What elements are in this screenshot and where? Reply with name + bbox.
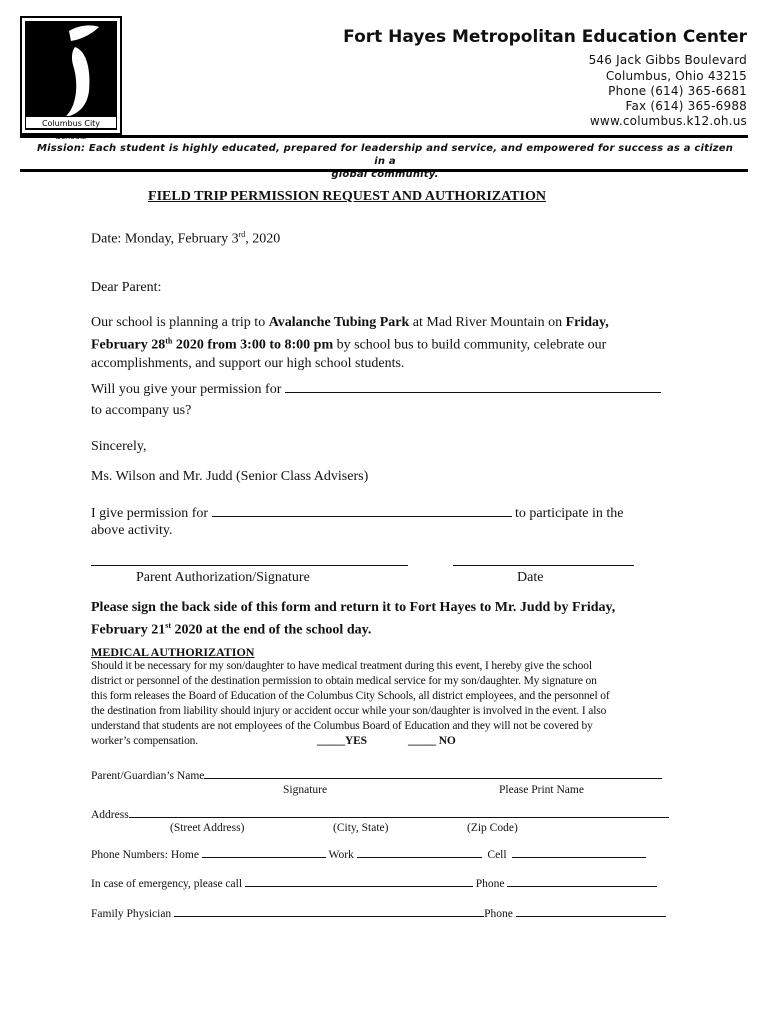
student-name-field[interactable] — [285, 380, 661, 393]
header-divider-bottom — [20, 169, 748, 172]
zip-label: (Zip Code) — [467, 822, 518, 834]
home-phone-field[interactable] — [202, 845, 326, 858]
address-row: Address — [91, 805, 669, 823]
medical-heading: MEDICAL AUTHORIZATION — [91, 645, 255, 659]
letter-date: Date: Monday, February 3rd, 2020 — [91, 230, 281, 247]
return-instructions: Please sign the back side of this form and return it to Fort Hayes to Mr. Judd by Friday, February 21st 2020 at the end of the school day. — [91, 600, 616, 638]
permission-statement-end: above activity. — [91, 523, 173, 538]
address-line-fax: Fax (614) 365-6988 — [625, 99, 747, 113]
phone-numbers-row: Phone Numbers: Home Work Cell — [91, 845, 646, 863]
address-field[interactable] — [129, 805, 669, 818]
city-state-label: (City, State) — [333, 822, 389, 834]
medical-no-option[interactable]: _____ NO — [408, 735, 456, 747]
address-line-street: 546 Jack Gibbs Boulevard — [588, 53, 747, 67]
cell-phone-field[interactable] — [512, 845, 646, 858]
physician-phone-field[interactable] — [516, 904, 666, 917]
address-line-website: www.columbus.k12.oh.us — [589, 114, 747, 128]
district-logo — [20, 16, 122, 141]
signature-date-label: Date — [517, 570, 544, 585]
signature-label: Signature — [283, 784, 328, 796]
logo-caption: Columbus City Schools — [25, 116, 117, 129]
medical-text: Should it be necessary for my son/daughter to have medical treatment during this event, I hereby give the school district or personnel of the destination permission to obtain medical service for my son/daughter. My signature on this form releases the Board of Education of the Columbus City Schools, all district employees, and the personnel of the destination from liability should injury or accident occur while your son/daughter is involved in the event. I also understand that students are not employees of the Columbus Board of Education and they will not be covered by worker’s compensation. _____YES _____ NO — [91, 660, 610, 747]
physician-name-field[interactable] — [174, 904, 484, 917]
header-divider-top — [20, 135, 748, 138]
trip-description: Our school is planning a trip to Avalanche Tubing Park at Mad River Mountain on Friday, February 28th 2020 from 3:00 to 8:00 pm by school bus to build community, celebrate our accomplishments, and support our high school students. — [91, 315, 609, 371]
permission-question: Will you give your permission for — [91, 380, 661, 399]
street-label: (Street Address) — [170, 822, 245, 834]
signers: Ms. Wilson and Mr. Judd (Senior Class Advisers) — [91, 469, 369, 484]
guardian-name-row: Parent/Guardian’s Name — [91, 766, 662, 784]
parent-signature-label: Parent Authorization/Signature — [136, 570, 310, 585]
emergency-phone-field[interactable] — [507, 874, 657, 887]
signature-date-field[interactable] — [453, 565, 634, 566]
school-name: Fort Hayes Metropolitan Education Center — [343, 27, 747, 47]
medical-yes-option[interactable]: _____YES — [317, 735, 367, 747]
work-phone-field[interactable] — [357, 845, 482, 858]
address-line-phone: Phone (614) 365-6681 — [608, 84, 747, 98]
parent-signature-field[interactable] — [91, 565, 408, 566]
guardian-name-field[interactable] — [204, 766, 662, 779]
mission-statement: Mission: Each student is highly educated, prepared for leadership and service, and empowered for success as a citizen in a global community. — [36, 143, 734, 180]
address-line-city: Columbus, Ohio 43215 — [605, 69, 747, 83]
greeting: Dear Parent: — [91, 280, 162, 295]
form-title: FIELD TRIP PERMISSION REQUEST AND AUTHORIZATION — [148, 189, 546, 204]
physician-row: Family Physician Phone — [91, 904, 666, 922]
closing: Sincerely, — [91, 439, 147, 454]
print-name-label: Please Print Name — [499, 784, 584, 796]
participant-name-field[interactable] — [212, 504, 512, 517]
emergency-contact-field[interactable] — [245, 874, 473, 887]
permission-question-end: to accompany us? — [91, 403, 192, 418]
emergency-row: In case of emergency, please call Phone — [91, 874, 657, 892]
permission-statement: I give permission for to participate in the — [91, 506, 624, 521]
